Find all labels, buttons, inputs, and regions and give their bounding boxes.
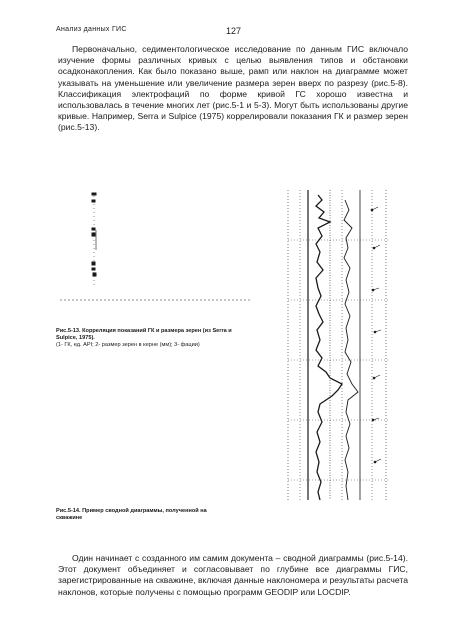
dip-marks bbox=[371, 207, 381, 463]
paragraph-intro: Первоначально, седиментологическое исследование по данным ГИС включало изучение формы различных кривых с целью выявления типов и обстановки осадконакопления. Как было показано выше, рамп или наклон на диаграмме может указывать на уменьшение или увеличение размера зерен вверх по разрезу (рис.5-8). Классификация электрофаций по форме кривой ГС хорошо известна и использовалась в течение многих лет (рис.5-1 и 5-3). Могут быть использованы другие кривые. Например, Serra и Sulpice (1975) коррелировали показания ГК и размер зерен (рис.5-13). bbox=[58, 44, 408, 133]
running-header: Анализ данных ГИС bbox=[56, 26, 127, 33]
log-curve-main bbox=[316, 195, 342, 500]
log-curve-right bbox=[344, 200, 358, 500]
figure-5-13-caption-legend: (1- ГК, ед. API; 2- размер зерен в керне (мм); 3- фации) bbox=[56, 342, 200, 348]
figure-5-13-caption-title: Рис.5-13. Корреляция показаний ГК и размера зерен (из Serra и Sulpice, 1975). bbox=[56, 328, 232, 341]
figure-5-14-tracks bbox=[288, 190, 390, 500]
figure-5-14-caption: Рис.5-14. Пример сводной диаграммы, полученной на скважине bbox=[56, 508, 207, 521]
paragraph-composite: Один начинает с созданного им самим документа – сводной диаграммы (рис.5-14). Этот документ объединяет и согласовывает по глубине все диаграммы ГИС, зарегистрированные на скважине, включая данные наклономера и результаты расчета наклонов, которые получены с помощью программ GEODIP или LOCDIP. bbox=[58, 553, 408, 597]
depth-ticks bbox=[288, 240, 390, 480]
page-number: 127 bbox=[226, 26, 242, 36]
